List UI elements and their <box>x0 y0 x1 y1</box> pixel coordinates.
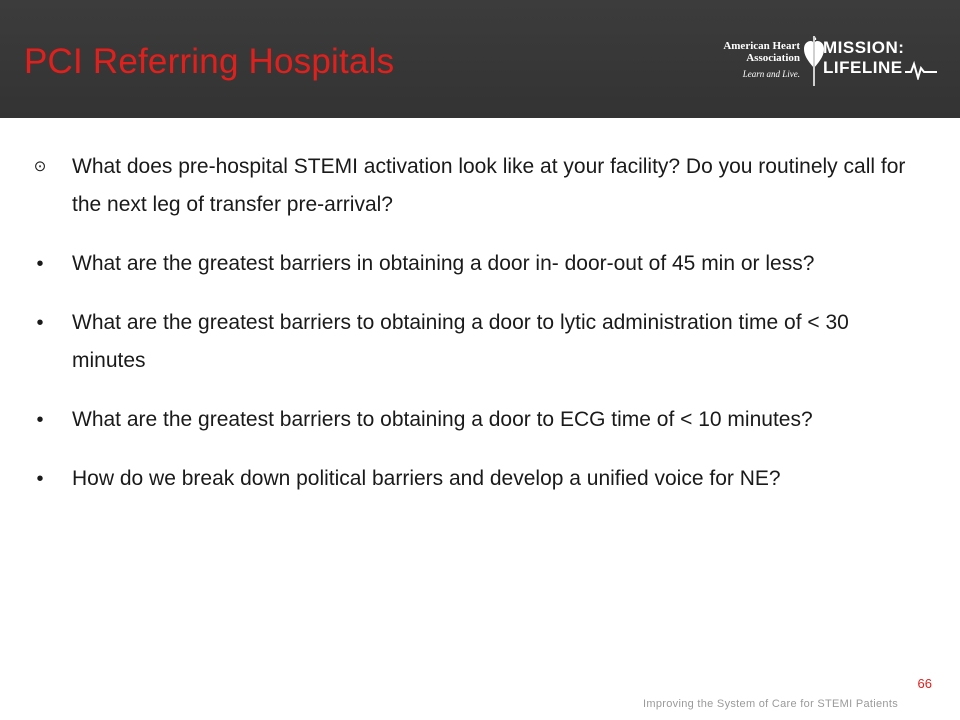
footer-text: Improving the System of Care for STEMI Patients <box>643 698 898 710</box>
bullet-text: What does pre-hospital STEMI activation look like at your facility? Do you routinely call for the next leg of transfer pre-arrival? <box>72 155 906 216</box>
bullet-list <box>30 148 920 519</box>
logo <box>690 34 940 90</box>
bullet-item <box>30 245 920 283</box>
aha-name-line1: American Heart <box>723 40 800 52</box>
bullet-text: What are the greatest barriers to obtaining a door to ECG time of < 10 minutes? <box>72 408 813 431</box>
aha-name-line2: Association <box>746 52 800 64</box>
bullet-marker: • <box>36 312 44 334</box>
ecg-line-icon <box>905 60 937 80</box>
aha-tagline: Learn and Live. <box>742 69 800 79</box>
bullet-item <box>30 304 920 380</box>
mission-line1: MISSION: <box>823 38 905 57</box>
bullet-marker: • <box>36 468 44 490</box>
bullet-text: What are the greatest barriers to obtaining a door to lytic administration time of < 30 minutes <box>72 311 849 372</box>
bullet-text: What are the greatest barriers in obtaining a door in- door-out of 45 min or less? <box>72 252 815 275</box>
bullet-marker: • <box>36 409 44 431</box>
mission-lifeline-wordmark <box>823 38 904 78</box>
bullet-marker: ⊙ <box>33 158 47 175</box>
page-number: 66 <box>917 676 932 691</box>
bullet-item <box>30 460 920 498</box>
slide-title: PCI Referring Hospitals <box>24 42 395 81</box>
logo-divider <box>813 36 815 86</box>
header-bar <box>0 0 960 118</box>
bullet-marker: • <box>36 253 44 275</box>
mission-line2: LIFELINE <box>823 58 903 77</box>
bullet-text: How do we break down political barriers and develop a unified voice for NE? <box>72 467 781 490</box>
aha-wordmark <box>723 40 800 80</box>
bullet-item <box>30 401 920 439</box>
bullet-item <box>30 148 920 224</box>
